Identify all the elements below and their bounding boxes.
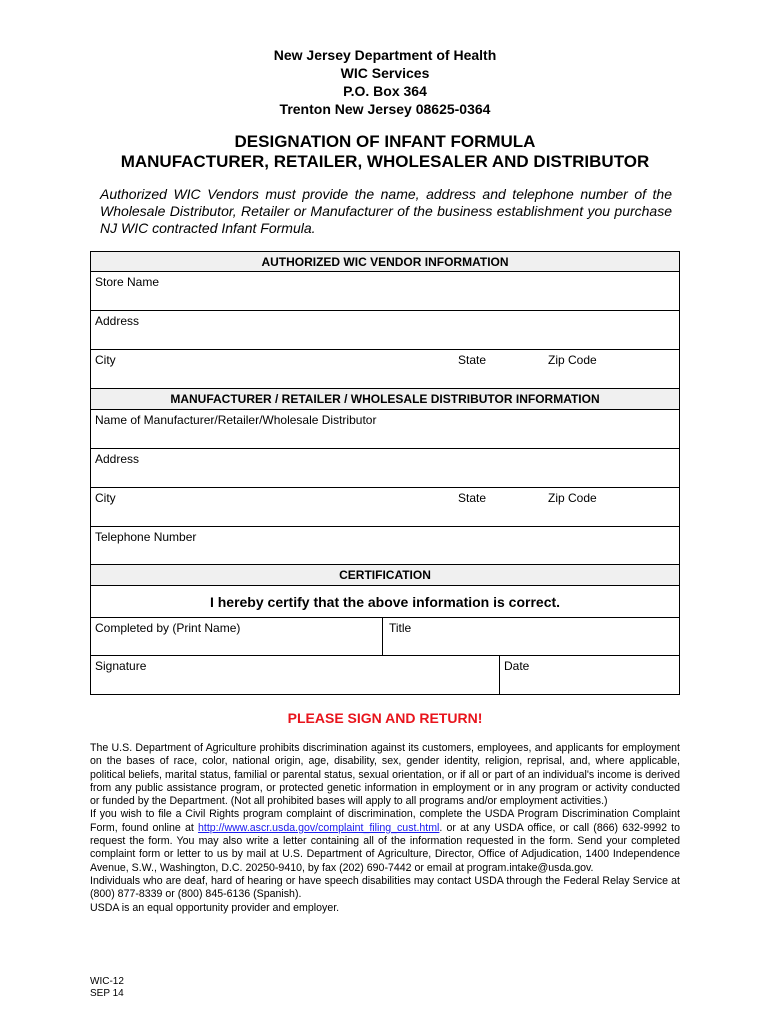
vendor-address-label: Address (95, 314, 140, 328)
intro-text: Authorized WIC Vendors must provide the name, address and telephone number of the Wholesale Distributor, Retailer or Manufacturer of the business establishment you purchase NJ WIC contracted Infant Formula. (100, 186, 672, 236)
completed-by-title-row (90, 618, 680, 656)
disclaimer-paragraph: USDA is an equal opportunity provider and employer. (90, 901, 340, 914)
signature-label: Signature (95, 659, 147, 673)
disclaimer-text: If you wish to file a Civil Rights program complaint of discrimination, complete the USDA Program Discrimination Complaint Form, found online at (90, 808, 680, 834)
disclaimer-text: . or at any USDA office, or call (866) 632-9992 to request the form. You may also write a letter containing all of the information requested in the form. Send your completed complaint form or letter to us by mail at U.S. Department of Agriculture, Director, Office of Adjudication, 1400 Independence Avenue, S.W., Washington, D.C. 20250-9410, by fax (202) 690-7442 or email at program.intake@usda.gov. (90, 821, 680, 874)
store-name-field[interactable] (90, 272, 680, 311)
signature-field[interactable] (91, 656, 499, 694)
manufacturer-address-field[interactable] (90, 449, 680, 488)
vendor-city-state-zip-field[interactable] (90, 350, 680, 389)
form-id: WIC-12 (90, 976, 124, 987)
vendor-address-field[interactable] (90, 311, 680, 350)
manufacturer-name-label: Name of Manufacturer/Retailer/Wholesale Distributor (95, 413, 377, 427)
agency-name: New Jersey Department of Health (273, 47, 497, 63)
sign-and-return-notice: PLEASE SIGN AND RETURN! (287, 710, 483, 726)
disclaimer-paragraph: Individuals who are deaf, hard of hearing or have speech disabilities may contact USDA through the Federal Relay Service at (800) 877-8339 or (800) 845-6136 (Spanish). (90, 874, 680, 901)
document-title (0, 132, 770, 172)
certification-statement: I hereby certify that the above information is correct. (90, 586, 680, 618)
agency-header (0, 46, 770, 118)
manufacturer-phone-field[interactable] (90, 527, 680, 565)
date-field[interactable] (500, 656, 679, 694)
vendor-state-label: State (458, 353, 487, 367)
manufacturer-address-label: Address (95, 452, 140, 466)
disclaimer-paragraph (90, 808, 680, 874)
completed-by-label: Completed by (Print Name) (95, 621, 241, 635)
manufacturer-section-heading: MANUFACTURER / RETAILER / WHOLESALE DISTRIBUTOR INFORMATION (90, 389, 680, 410)
store-name-label: Store Name (95, 275, 160, 289)
completed-by-field[interactable] (91, 618, 382, 655)
certification-heading: CERTIFICATION (90, 565, 680, 586)
agency-department: WIC Services (340, 65, 430, 81)
agency-po-box: P.O. Box 364 (343, 83, 427, 99)
manufacturer-zip-label: Zip Code (548, 491, 597, 505)
title-label: Title (389, 621, 412, 635)
date-label: Date (504, 659, 530, 673)
title-line-2: MANUFACTURER, RETAILER, WHOLESALER AND DISTRIBUTOR (120, 152, 650, 171)
signature-date-row (90, 656, 680, 695)
form-revision-date: SEP 14 (90, 988, 124, 999)
vendor-zip-label: Zip Code (548, 353, 597, 367)
title-line-1: DESIGNATION OF INFANT FORMULA (234, 132, 536, 151)
manufacturer-name-field[interactable] (90, 410, 680, 449)
manufacturer-city-state-zip-field[interactable] (90, 488, 680, 527)
form-footer (90, 976, 124, 1000)
title-field[interactable] (383, 618, 679, 655)
manufacturer-city-label: City (95, 491, 116, 505)
disclaimer-paragraph: The U.S. Department of Agriculture prohibits discrimination against its customers, employees, and applicants for employment on the bases of race, color, national origin, age, disability, sex, gender identity, religion, reprisal, and, where applicable, political beliefs, marital status, familial or parental status, sexual orientation, or if all or part of an individual's income is derived from any public assistance program, or protected genetic information in employment or in any program or activity conducted or funded by the Department. (Not all prohibited bases will apply to all programs and/or employment activities.) (90, 742, 680, 808)
manufacturer-phone-label: Telephone Number (95, 530, 197, 544)
usda-nondiscrimination-statement (90, 742, 680, 915)
agency-city: Trenton New Jersey 08625-0364 (279, 101, 491, 117)
vendor-city-label: City (95, 353, 116, 367)
vendor-section-heading: AUTHORIZED WIC VENDOR INFORMATION (90, 251, 680, 272)
complaint-form-link[interactable]: http://www.ascr.usda.gov/complaint_filing_cust.html (197, 821, 440, 834)
manufacturer-state-label: State (458, 491, 487, 505)
designation-form (90, 251, 680, 695)
